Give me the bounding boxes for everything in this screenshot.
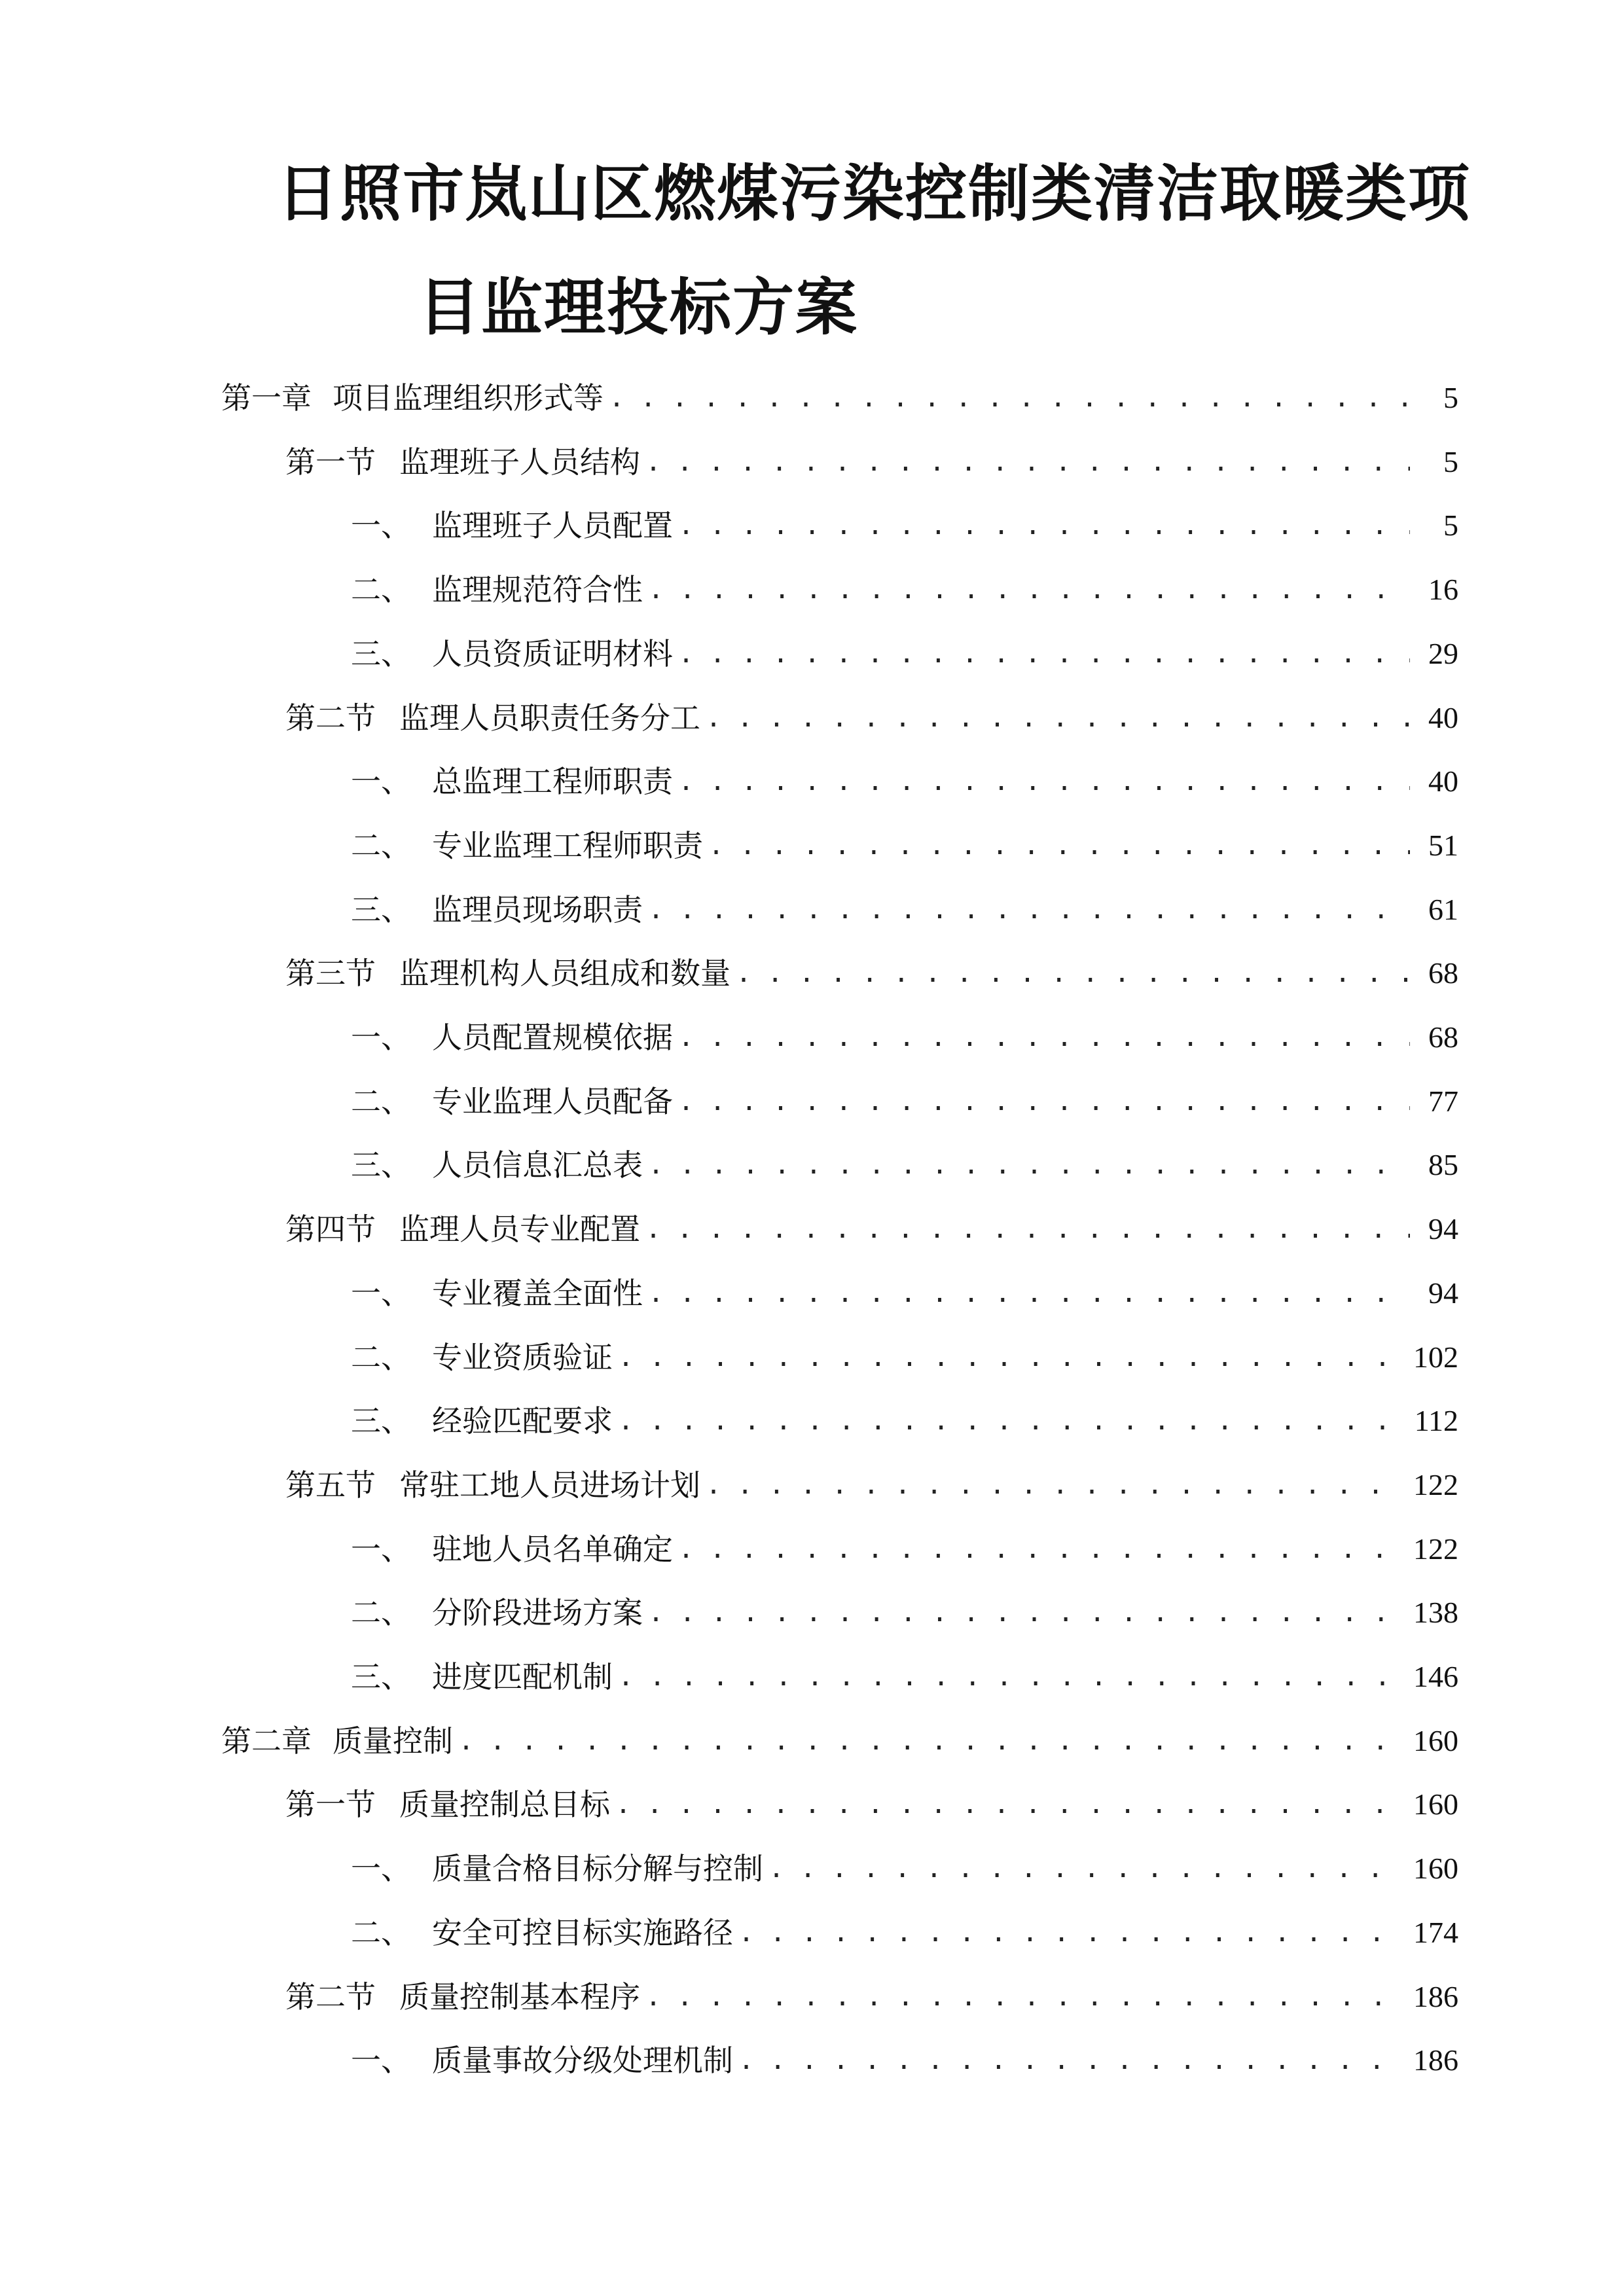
toc-entry-title: 质量控制基本程序 (399, 1979, 640, 2015)
toc-entry-title: 质量合格目标分解与控制 (432, 1851, 763, 1887)
toc-entry-title: 监理班子人员配置 (432, 508, 673, 544)
toc-entry-number: 一、 (351, 764, 411, 800)
toc-entry[interactable] (351, 1587, 1458, 1639)
toc-entry[interactable] (351, 1842, 1458, 1895)
toc-entry[interactable] (351, 564, 1458, 616)
toc-dot-leader (643, 1267, 1410, 1319)
toc-entry[interactable] (285, 947, 1458, 999)
toc-entry-number: 第二章 (221, 1723, 312, 1759)
toc-entry-number: 三、 (351, 636, 411, 672)
toc-page-number: 5 (1443, 444, 1458, 478)
toc-entry-title: 专业资质验证 (432, 1339, 613, 1375)
toc-dot-leader (640, 1971, 1404, 2023)
toc-page-number: 16 (1428, 573, 1458, 607)
toc-entry[interactable] (351, 1075, 1458, 1128)
toc-entry-title: 人员配置规模依据 (432, 1020, 673, 1055)
toc-entry[interactable] (221, 1715, 1458, 1767)
toc-dot-leader (613, 1331, 1404, 1384)
toc-entry-number: 二、 (351, 572, 411, 608)
toc-dot-leader (643, 1139, 1410, 1191)
toc-entry-number: 第三节 (285, 956, 376, 992)
toc-entry[interactable] (285, 1203, 1458, 1255)
toc-entry-title: 监理人员职责任务分工 (399, 700, 700, 736)
toc-entry-title: 专业覆盖全面性 (432, 1275, 643, 1311)
toc-dot-leader (610, 1778, 1404, 1831)
toc-entry[interactable] (351, 819, 1458, 872)
toc-dot-leader (640, 436, 1410, 488)
toc-dot-leader (700, 1459, 1404, 1511)
toc-entry-number: 第二节 (285, 1979, 376, 2015)
toc-entry-number: 第一章 (221, 380, 312, 416)
toc-entry-number: 二、 (351, 1595, 411, 1631)
toc-entry[interactable] (351, 1139, 1458, 1191)
toc-page-number: 68 (1428, 956, 1458, 990)
toc-entry-title: 监理班子人员结构 (399, 444, 640, 480)
toc-dot-leader (643, 564, 1410, 616)
toc-dot-leader (673, 755, 1410, 808)
toc-dot-leader (643, 1587, 1404, 1639)
toc-page-number: 40 (1428, 764, 1458, 798)
toc-dot-leader (700, 692, 1410, 744)
toc-entry[interactable] (351, 1267, 1458, 1319)
toc-dot-leader (673, 1011, 1410, 1064)
toc-dot-leader (673, 499, 1410, 552)
toc-dot-leader (673, 628, 1410, 680)
toc-entry-title: 分阶段进场方案 (432, 1595, 643, 1631)
toc-entry-title: 经验匹配要求 (432, 1403, 613, 1439)
toc-entry-number: 一、 (351, 1851, 411, 1887)
toc-entry-number: 第一节 (285, 1787, 376, 1823)
toc-entry-title: 监理规范符合性 (432, 572, 643, 608)
toc-page-number: 29 (1428, 636, 1458, 670)
toc-page-number: 174 (1413, 1915, 1458, 1949)
toc-entry-title: 常驻工地人员进场计划 (399, 1467, 700, 1503)
toc-entry-number: 一、 (351, 2043, 411, 2079)
toc-entry[interactable] (351, 1651, 1458, 1703)
toc-entry-number: 一、 (351, 508, 411, 544)
toc-entry-title: 监理人员专业配置 (399, 1211, 640, 1247)
toc-entry-number: 第五节 (285, 1467, 376, 1503)
toc-page-number: 68 (1428, 1020, 1458, 1054)
toc-dot-leader (763, 1842, 1404, 1895)
toc-dot-leader (673, 1075, 1410, 1128)
toc-page-number: 160 (1413, 1852, 1458, 1886)
toc-entry-number: 二、 (351, 827, 411, 863)
document-title-line-1: 日照市岚山区燃煤污染控制类清洁取暖类项 (276, 158, 1471, 230)
toc-entry-number: 三、 (351, 1147, 411, 1183)
toc-dot-leader (733, 2034, 1404, 2087)
toc-entry-title: 人员资质证明材料 (432, 636, 673, 672)
toc-page-number: 102 (1413, 1340, 1458, 1374)
toc-entry-title: 驻地人员名单确定 (432, 1531, 673, 1567)
toc-entry-number: 第一节 (285, 444, 376, 480)
toc-entry[interactable] (221, 372, 1458, 424)
toc-entry-number: 二、 (351, 1339, 411, 1375)
toc-page-number: 138 (1413, 1596, 1458, 1630)
toc-entry-number: 一、 (351, 1531, 411, 1567)
toc-page-number: 5 (1443, 509, 1458, 543)
toc-dot-leader (703, 819, 1410, 872)
toc-page-number: 146 (1413, 1660, 1458, 1693)
toc-dot-leader (453, 1715, 1404, 1767)
toc-entry[interactable] (351, 2034, 1458, 2087)
toc-entry-number: 一、 (351, 1020, 411, 1055)
toc-entry[interactable] (351, 499, 1458, 552)
toc-dot-leader (613, 1395, 1405, 1447)
toc-entry-title: 项目监理组织形式等 (333, 380, 604, 416)
toc-entry[interactable] (351, 1523, 1458, 1575)
toc-dot-leader (643, 884, 1410, 936)
toc-entry[interactable] (285, 692, 1458, 744)
toc-entry-title: 安全可控目标实施路径 (432, 1914, 733, 1950)
toc-entry-title: 总监理工程师职责 (432, 764, 673, 800)
toc-entry-title: 质量控制 (333, 1723, 453, 1759)
toc-entry[interactable] (351, 1331, 1458, 1384)
toc-entry-title: 质量控制总目标 (399, 1787, 610, 1823)
toc-entry-number: 三、 (351, 891, 411, 927)
toc-entry-number: 三、 (351, 1659, 411, 1695)
toc-dot-leader (604, 372, 1410, 424)
toc-dot-leader (640, 1203, 1410, 1255)
toc-page-number: 112 (1414, 1404, 1458, 1438)
toc-page-number: 160 (1413, 1723, 1458, 1757)
toc-page-number: 122 (1413, 1532, 1458, 1566)
toc-entry-number: 三、 (351, 1403, 411, 1439)
toc-entry[interactable] (351, 755, 1458, 808)
toc-entry-title: 专业监理工程师职责 (432, 827, 703, 863)
toc-entry[interactable] (351, 1907, 1458, 1959)
toc-page-number: 186 (1413, 1979, 1458, 2013)
toc-entry-number: 一、 (351, 1275, 411, 1311)
toc-page-number: 186 (1413, 2043, 1458, 2077)
toc-page-number: 94 (1428, 1212, 1458, 1246)
toc-entry-title: 专业监理人员配备 (432, 1083, 673, 1119)
toc-entry-title: 进度匹配机制 (432, 1659, 613, 1695)
toc-entry[interactable] (351, 884, 1458, 936)
toc-dot-leader (733, 1907, 1404, 1959)
toc-page-number: 77 (1428, 1084, 1458, 1118)
toc-entry[interactable] (285, 1971, 1458, 2023)
document-title-line-2: 目监理投标方案 (418, 272, 858, 344)
toc-entry[interactable] (285, 1778, 1458, 1831)
toc-page-number: 5 (1443, 381, 1458, 414)
toc-entry[interactable] (351, 1395, 1458, 1447)
toc-entry-number: 第二节 (285, 700, 376, 736)
toc-entry-title: 监理员现场职责 (432, 891, 643, 927)
toc-entry-title: 人员信息汇总表 (432, 1147, 643, 1183)
toc-entry[interactable] (351, 1011, 1458, 1064)
toc-page-number: 122 (1413, 1467, 1458, 1501)
toc-entry-title: 监理机构人员组成和数量 (399, 956, 731, 992)
toc-entry[interactable] (285, 436, 1458, 488)
toc-dot-leader (731, 947, 1410, 999)
toc-entry-number: 第四节 (285, 1211, 376, 1247)
toc-entry-number: 二、 (351, 1914, 411, 1950)
toc-page-number: 94 (1428, 1276, 1458, 1310)
toc-page-number: 85 (1428, 1148, 1458, 1182)
toc-dot-leader (613, 1651, 1404, 1703)
toc-dot-leader (673, 1523, 1404, 1575)
toc-entry[interactable] (351, 628, 1458, 680)
toc-entry[interactable] (285, 1459, 1458, 1511)
toc-page-number: 160 (1413, 1787, 1458, 1821)
toc-entry-title: 质量事故分级处理机制 (432, 2043, 733, 2079)
toc-page-number: 51 (1428, 828, 1458, 862)
toc-entry-number: 二、 (351, 1083, 411, 1119)
toc-page-number: 61 (1428, 892, 1458, 926)
toc-page-number: 40 (1428, 700, 1458, 734)
